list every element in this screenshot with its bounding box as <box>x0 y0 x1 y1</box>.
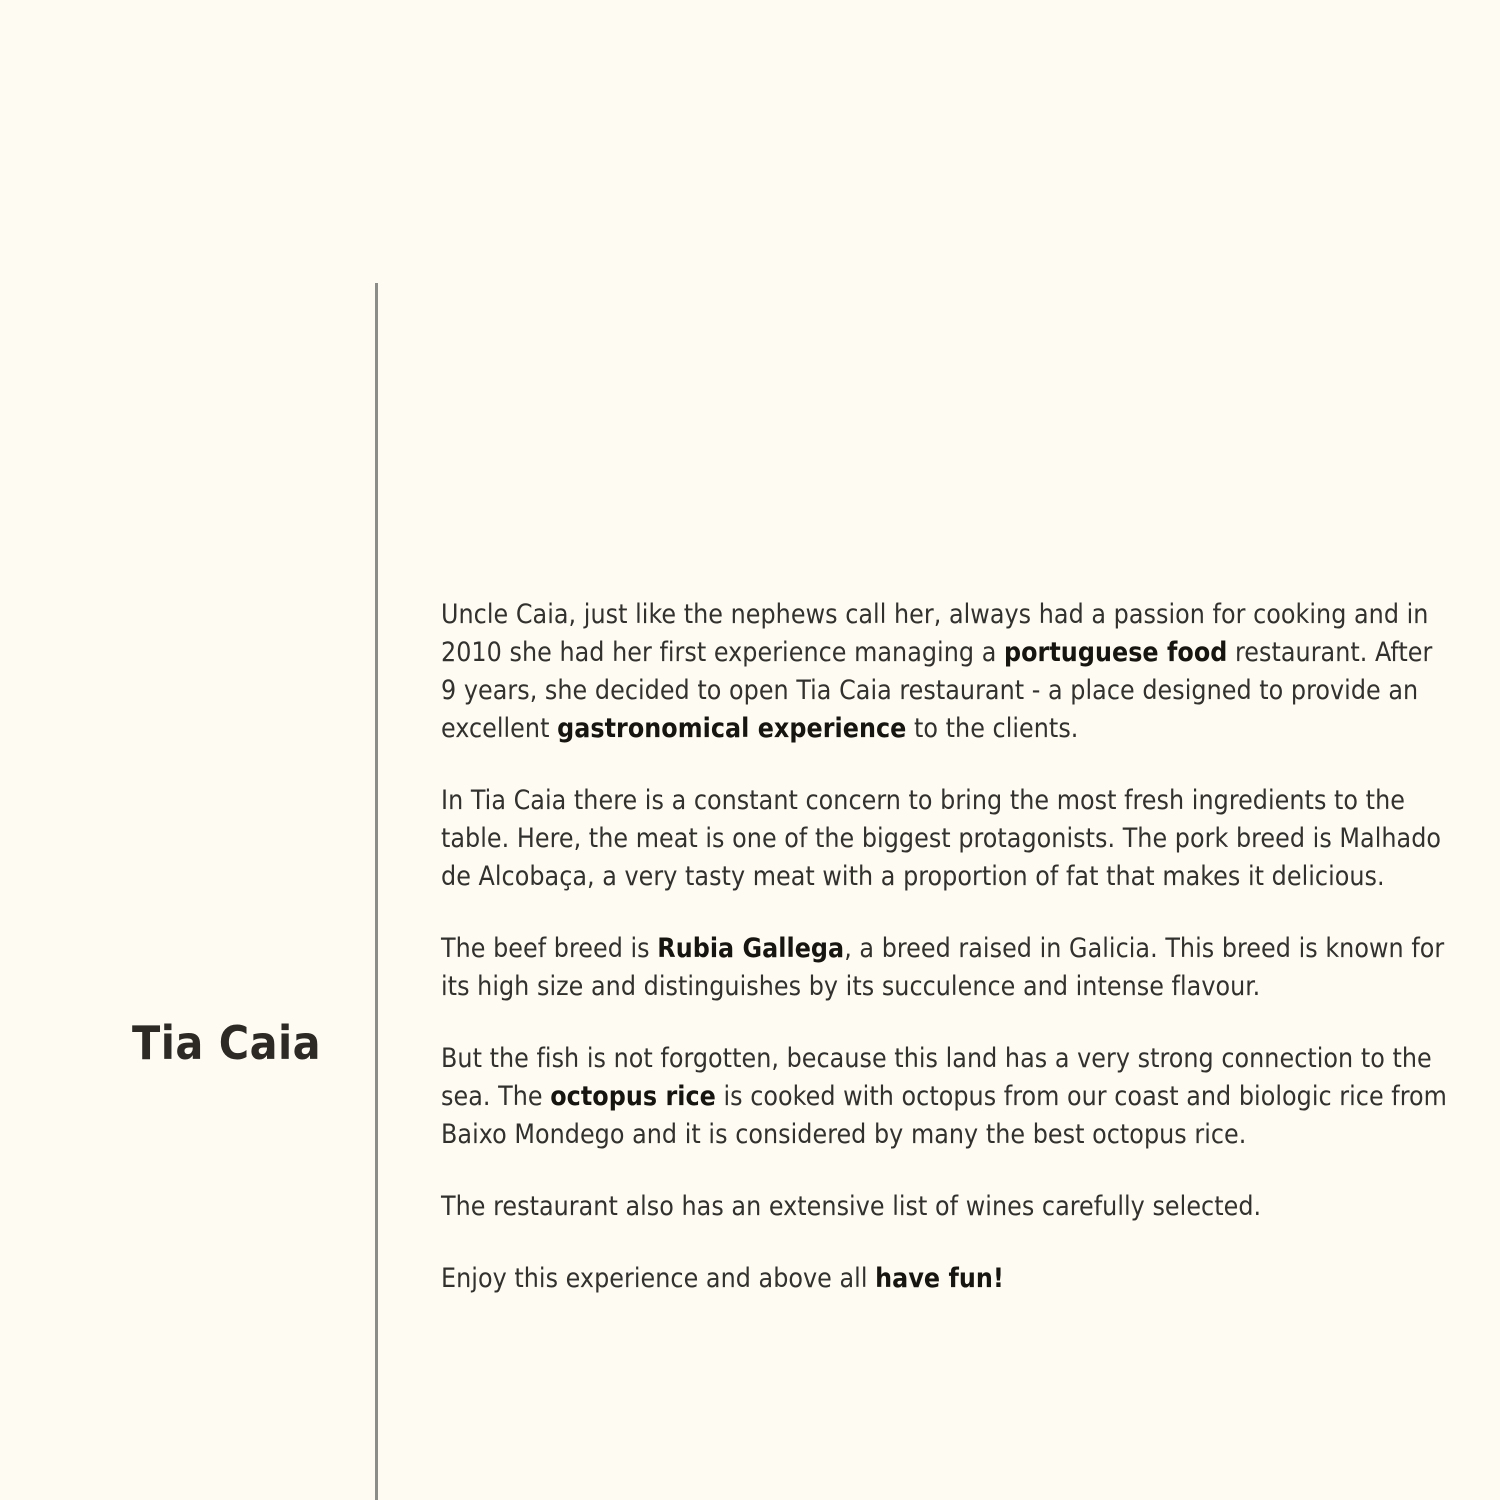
body-text: The beef breed is <box>441 933 658 964</box>
body-text: The restaurant also has an extensive list of wines carefully selected. <box>441 1191 1262 1222</box>
body-text: is cooked with octopus from our coast and biologic rice from Baixo Mondego and it is considered by many the best octopus rice. <box>441 1081 1447 1150</box>
body-text: Uncle Caia, just like the nephews call her, always had a passion for cooking and in 2010 she had her first experience managing a <box>441 599 1429 668</box>
emphasis-text: have fun! <box>875 1263 1004 1294</box>
emphasis-text: portuguese food <box>1003 637 1228 668</box>
body-text: to the clients. <box>906 713 1079 744</box>
paragraph-ingredients-pork <box>441 782 1447 896</box>
body-text: , a breed raised in Galicia. This breed is known for its high size and distinguishes by its succulence and intense flavour. <box>441 933 1445 1002</box>
paragraph-wines <box>441 1188 1447 1226</box>
paragraph-closing <box>441 1260 1447 1298</box>
emphasis-text: gastronomical experience <box>557 713 907 744</box>
body-text: But the fish is not forgotten, because this land has a very strong connection to the sea. The <box>441 1043 1432 1112</box>
paragraph-fish <box>441 1040 1447 1154</box>
emphasis-text: Rubia Gallega <box>657 933 845 964</box>
emphasis-text: octopus rice <box>550 1081 716 1112</box>
body-text: restaurant. After 9 years, she decided to open Tia Caia restaurant - a place designed to provide an excellent <box>441 637 1433 744</box>
body-text: In Tia Caia there is a constant concern to bring the most fresh ingredients to the table. Here, the meat is one of the biggest protagonists. The pork breed is Malhado de Alcobaça, a very tasty meat with a proportion of fat that makes it delicious. <box>441 785 1442 892</box>
vertical-divider <box>375 283 378 1500</box>
body-text: Enjoy this experience and above all <box>441 1263 876 1294</box>
paragraph-beef <box>441 930 1447 1006</box>
about-text-column <box>441 596 1447 1298</box>
paragraph-intro <box>441 596 1447 748</box>
page-title: Tia Caia <box>132 1016 322 1070</box>
title-column <box>0 0 375 1500</box>
